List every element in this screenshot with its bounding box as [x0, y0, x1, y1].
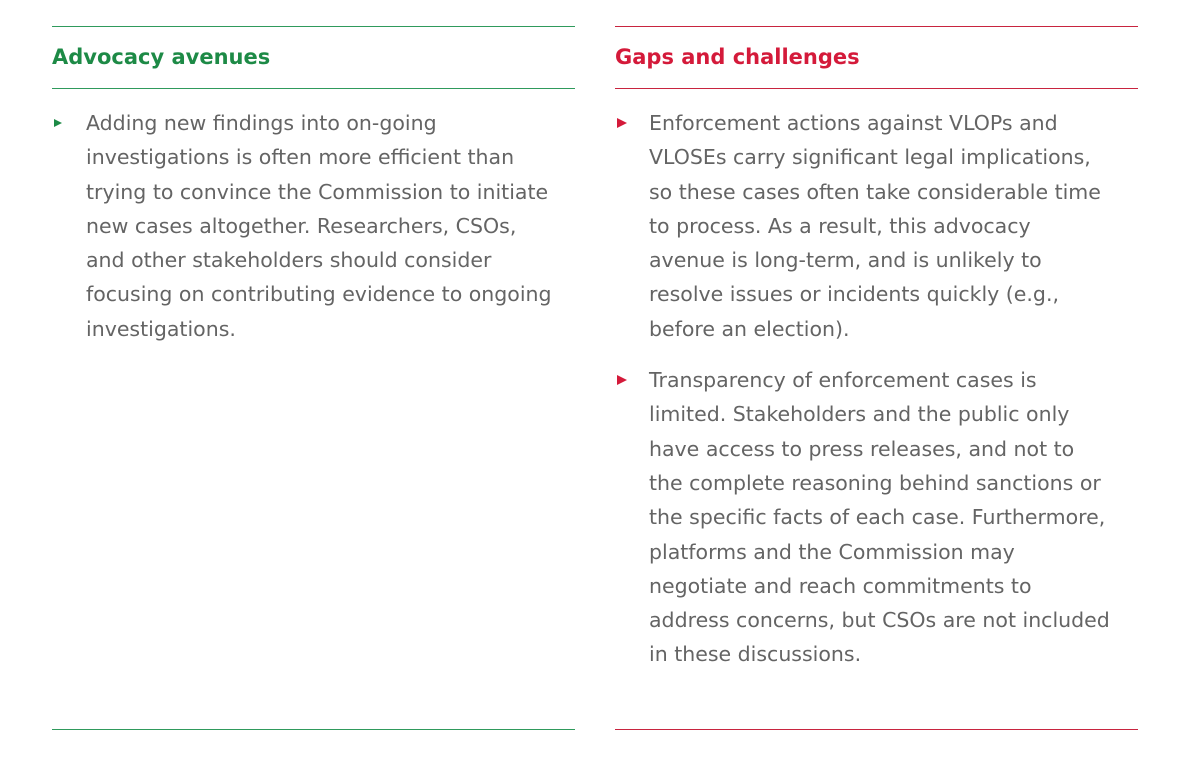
list-item-text: Enforcement actions against VLOPs and VLOSEs carry significant legal implications, so these cases often take considerable time to process. As a result, this advocacy avenue is long-term, and is unlikely to resolve issues or incidents quickly (e.g., before an election).: [649, 111, 1101, 341]
bullet-list: [615, 106, 1138, 689]
top-divider: [615, 26, 1138, 27]
list-item: [52, 106, 575, 346]
panel-heading: Advocacy avenues: [52, 45, 271, 69]
gaps-and-challenges-panel: [615, 26, 1138, 731]
bottom-divider: [52, 729, 575, 730]
bullet-list: [52, 106, 575, 363]
heading-divider: [615, 88, 1138, 89]
triangle-right-icon: [617, 118, 627, 128]
list-item-text: Adding new findings into on-going investigations is often more efficient than trying to convince the Commission to initiate new cases altogether. Researchers, CSOs, and other stakeholders should consider focusing on contributing evidence to ongoing investigations.: [86, 111, 552, 341]
panel-heading: Gaps and challenges: [615, 45, 860, 69]
list-item: [615, 106, 1138, 346]
heading-divider: [52, 88, 575, 89]
top-divider: [52, 26, 575, 27]
advocacy-avenues-panel: [52, 26, 575, 731]
triangle-right-icon: [617, 375, 627, 385]
triangle-right-icon: [54, 119, 62, 127]
list-item: [615, 363, 1138, 672]
bottom-divider: [615, 729, 1138, 730]
list-item-text: Transparency of enforcement cases is limited. Stakeholders and the public only have access to press releases, and not to the complete reasoning behind sanctions or the specific facts of each case. Furthermore, platforms and the Commission may negotiate and reach commitments to address concerns, but CSOs are not included in these discussions.: [649, 368, 1110, 667]
